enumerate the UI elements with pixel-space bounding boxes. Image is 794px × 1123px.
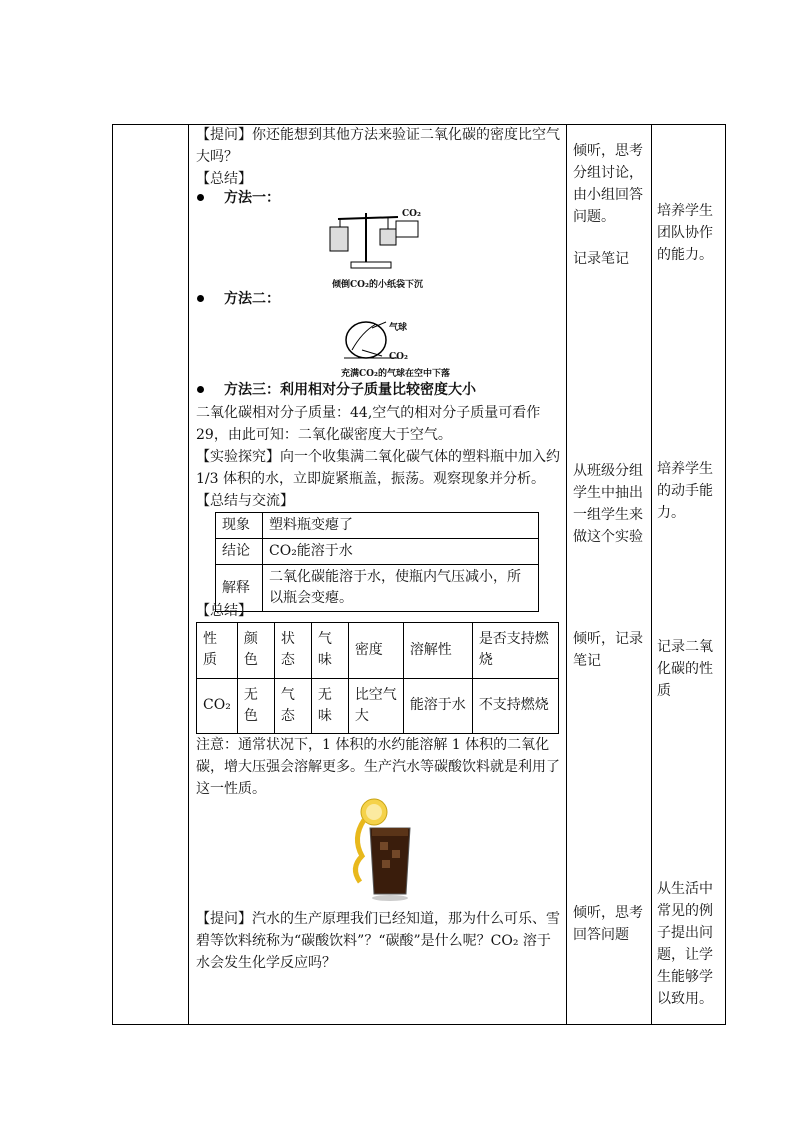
table-header: 溶解性 <box>403 623 472 679</box>
student-activity: 记录笔记 <box>573 251 629 267</box>
summary-heading-2: 【总结】 <box>196 603 252 619</box>
column-divider <box>188 125 189 1024</box>
student-activity: 从班级分组学生中抽出一组学生来做这个实验 <box>573 463 643 545</box>
table-cell: 结论 <box>216 539 263 565</box>
table-cell: CO₂ <box>197 678 238 734</box>
co2-label: CO₂ <box>402 209 421 219</box>
method-one: 方法一： <box>224 190 280 206</box>
table-header: 气味 <box>311 623 348 679</box>
figure-caption: 倾倒CO₂的小纸袋下沉 <box>332 280 423 290</box>
soda-question-paragraph: 【提问】汽水的生产原理我们已经知道，那为什么可乐、雪碧等饮料统称为“碳酸饮料”？“碳酸”是什么呢？CO₂ 溶于水会发生化学反应吗？ <box>196 911 560 971</box>
table-cell: CO₂能溶于水 <box>263 539 539 565</box>
table-header: 状态 <box>274 623 311 679</box>
experiment-paragraph: 【实验探究】向一个收集满二氧化碳气体的塑料瓶中加入约 1/3 体积的水，立即旋紧瓶盖，振荡。观察现象并分析。 <box>196 449 560 487</box>
table-cell: 能溶于水 <box>403 678 472 734</box>
property-table <box>196 622 559 734</box>
student-activity: 倾听，思考分组讨论，由小组回答问题。 <box>573 143 643 225</box>
table-row <box>197 623 559 679</box>
table-row <box>197 678 559 734</box>
design-intent: 培养学生的动手能力。 <box>657 461 713 521</box>
bullet-icon <box>197 295 204 302</box>
table-cell: 不支持燃烧 <box>472 678 558 734</box>
bullet-icon <box>197 194 204 201</box>
table-cell: 塑料瓶变瘪了 <box>263 513 539 539</box>
balloon-label: 气球 <box>389 323 408 333</box>
design-intent: 培养学生团队协作的能力。 <box>657 203 713 263</box>
design-intent: 记录二氧化碳的性质 <box>657 639 713 699</box>
table-header: 是否支持燃烧 <box>472 623 558 679</box>
summary-heading: 【总结】 <box>196 171 252 187</box>
table-header: 颜色 <box>237 623 274 679</box>
figure-caption: 充满CO₂的气球在空中下落 <box>341 369 450 379</box>
experiment-table <box>215 512 539 612</box>
table-cell: 比空气大 <box>348 678 403 734</box>
design-intent: 从生活中常见的例子提出问题，让学生能够学以致用。 <box>657 881 713 1007</box>
question-paragraph: 【提问】你还能想到其他方法来验证二氧化碳的密度比空气大吗？ <box>196 127 560 165</box>
column-divider <box>651 125 652 1024</box>
co2-label: CO₂ <box>389 352 408 362</box>
column-divider <box>566 125 567 1024</box>
molecular-mass-paragraph: 二氧化碳相对分子质量：44,空气的相对分子质量可看作 29，由此可知：二氧化碳密度大于空气。 <box>196 405 541 443</box>
student-activity: 倾听，记录笔记 <box>573 631 643 669</box>
table-row <box>216 539 539 565</box>
method-three: 方法三：利用相对分子质量比较密度大小 <box>224 382 476 398</box>
table-row <box>216 513 539 539</box>
table-cell: 气态 <box>274 678 311 734</box>
method-two: 方法二： <box>224 291 280 307</box>
table-cell: 现象 <box>216 513 263 539</box>
table-cell: 二氧化碳能溶于水，使瓶内气压减小，所以瓶会变瘪。 <box>263 565 539 612</box>
table-header: 密度 <box>348 623 403 679</box>
exchange-heading: 【总结与交流】 <box>196 493 294 509</box>
student-activity: 倾听，思考回答问题 <box>573 905 643 943</box>
cola-glass-image <box>346 798 418 902</box>
table-header: 性质 <box>197 623 238 679</box>
table-cell: 无味 <box>311 678 348 734</box>
note-paragraph: 注意：通常状况下，1 体积的水约能溶解 1 体积的二氧化碳，增大压强会溶解更多。生产汽水等碳酸饮料就是利用了这一性质。 <box>196 737 560 797</box>
table-cell: 解释 <box>216 565 263 612</box>
table-cell: 无色 <box>237 678 274 734</box>
bullet-icon <box>197 386 204 393</box>
